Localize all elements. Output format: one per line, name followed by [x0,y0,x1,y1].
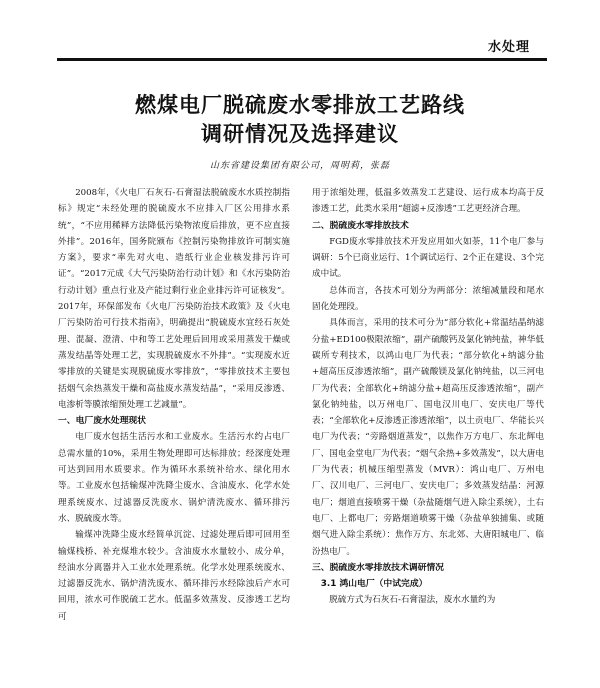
section-heading: 二、脱硫废水零排放技术 [312,220,409,231]
title-line-2: 调研情况及选择建议 [201,122,399,146]
paragraph: 2008年，《火电厂石灰石-石膏湿法脱硫废水水质控制指标》规定“未经处理的脱硫废水不应排入厂区公用排水系统”，“不应用稀释方法降低污染物浓度后排放，更不应直接外排”。2016年，国务院颁布《控制污染物排放许可制实施方案》，要求“率先对火电、造纸行业企业核发排污许可证”。“2017元成《大气污染防治行动计划》和《水污染防治行动计划》重点行业及产能过剩行业企业排污许可证核发”。2017年，环保部发布《火电厂污染防治技术政策》及《火电厂污染防治可行技术指南》，明确提出“脱硫废水宜经石灰处理、混凝、澄清、中和等工艺处理后回用或采用蒸发干燥或蒸发结晶等处理工艺，实现脱硫废水不外排”。“实现废水近零排放的关键是实现脱硫废水零排放”，“零排放技术主要包括烟气余热蒸发干燥和高盐废水蒸发结晶”，“采用反渗透、电渗析等膜浓缩预处理工艺减量”。 [58,188,290,410]
section-heading: 三、脱硫废水零排放技术调研情况 [312,562,444,573]
paragraph: 输煤冲洗降尘废水经简单沉淀、过滤处理后即可回用至输煤栈桥、补充煤堆水较少。含油废水水量较小、成分单，经油水分离器并入工业水处理系统。化学水处理系统废水、过滤器反洗水、锅炉清洗废水、循环排污水经除浊后产水可回用，浓水可作脱硫工艺水。低温多效蒸发、反渗透工艺均可 [58,530,290,622]
right-column [312,185,544,609]
paragraph: 用于浓缩处理，低温多效蒸发工艺建设、运行成本均高于反渗透工艺，此类水采用“超滤+反渗透”工艺更经济合理。 [312,188,544,215]
paragraph: FGD废水零排放技术开发应用如火如荼，11个电厂参与调研：5个已商业运行、1个调试运行、2个正在建设、3个完成中试。 [312,236,544,280]
article-title [0,91,600,149]
section-heading: 一、电厂废水处理现状 [58,416,146,427]
header-rule [57,58,547,61]
left-column [58,185,290,625]
paragraph: 电厂废水包括生活污水和工业废水。生活污水约占电厂总需水量的10%，采用生物处理即可达标排放；经深度处理可达到回用水质要求。作为循环水系统补给水、绿化用水等。工业废水包括输煤冲洗降尘废水、含油废水、化学水处理系统废水、过滤器反洗废水、锅炉清洗废水、循环排污水、脱硫废水等。 [58,432,290,524]
subsection-heading: 3.1 鸿山电厂（中试完成） [320,579,428,590]
paragraph: 总体而言，各技术可划分为两部分：浓缩减量段和尾水固化处理段。 [312,285,544,313]
section-tag: 水处理 [487,40,530,55]
paragraph: 脱硫方式为石灰石-石膏湿法，废水水量约为 [329,595,496,606]
paragraph: 具体而言，采用的技术可分为“部分软化+常温结晶纳滤分盐+ED100极限浓缩”，副产硫酸钙及氯化钠纯盐，神华低碳所专利技术，以鸿山电厂为代表；“部分软化+纳滤分盐+超高压反渗透浓缩”，副产硫酸镁及氯化钠纯盐，以三河电厂为代表；全部软化+纳滤分盐+超高压反渗透浓缩”，副产氯化钠纯盐，以万州电厂、国电汉川电厂、安庆电厂等代表；“全部软化+反渗透正渗透浓缩”，以土贡电厂、华能长兴电厂为代表；“旁路烟道蒸发”，以焦作万方电厂、东北辉电厂、国电金堂电厂为代表；“烟气余热+多效蒸发”，以大唐电厂为代表；机械压缩型蒸发（MVR）：鸿山电厂、万州电厂、汉川电厂、三河电厂、安庆电厂；多效蒸发结晶：河源电厂；烟道直接喷雾干燥（杂盐随烟气进入除尘系统），土右电厂、上都电厂；旁路烟道喷雾干燥（杂盐单独捕集、或随烟气进入除尘系统）：焦作万方、东北郊、大唐阳城电厂、临汾热电厂。 [312,318,544,557]
byline: 山东省建设集团有限公司，周明莉，张磊 [209,161,390,171]
title-line-1: 燃煤电厂脱硫废水零排放工艺路线 [135,93,465,117]
